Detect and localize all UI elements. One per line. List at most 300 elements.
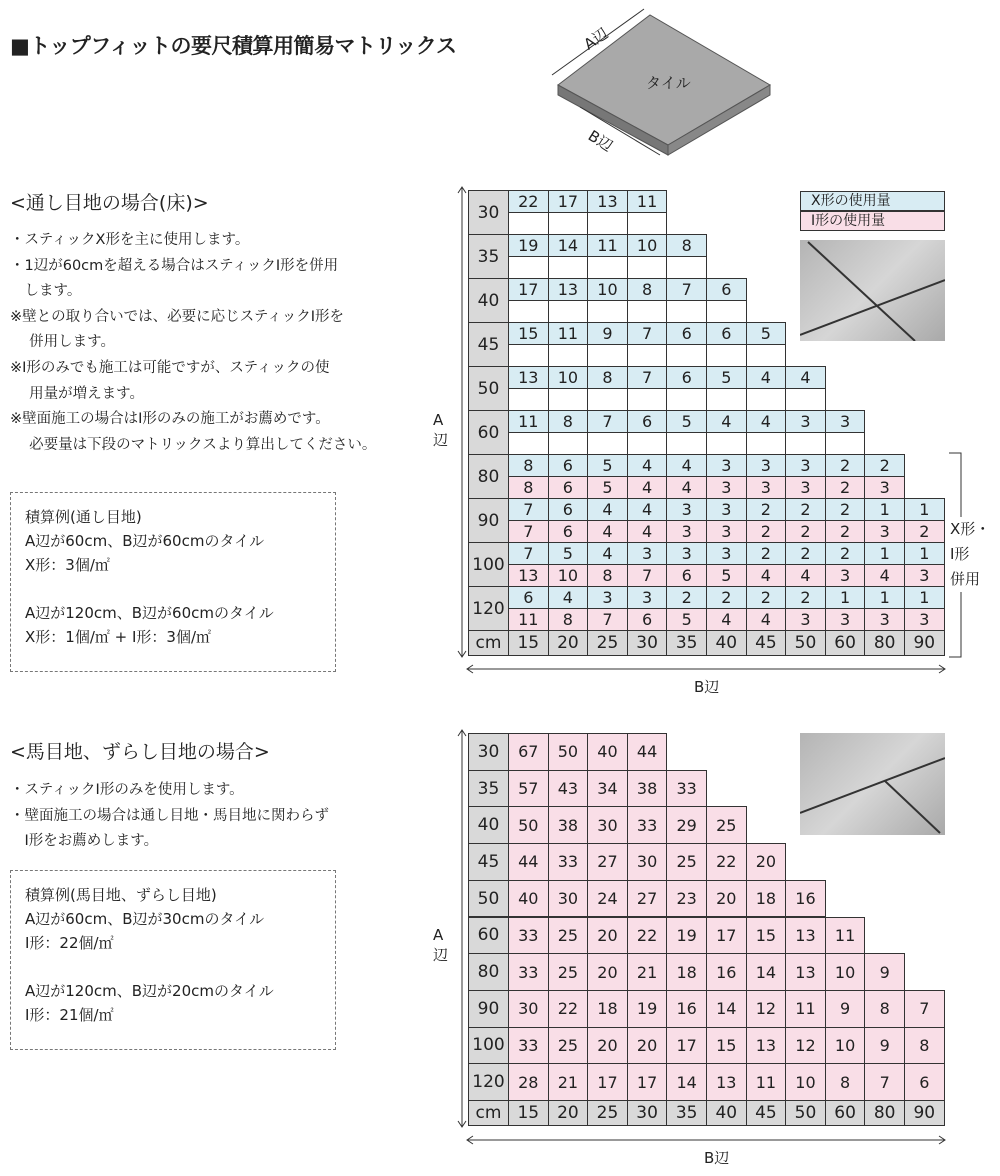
empty-cell	[508, 432, 549, 455]
empty-cell	[627, 432, 668, 455]
x-usage-cell: 8	[587, 366, 628, 389]
x-usage-cell: 7	[508, 542, 549, 565]
i-usage-cell: 17	[706, 917, 747, 955]
x-usage-cell: 5	[706, 366, 747, 389]
x-usage-cell: 2	[746, 498, 787, 521]
row-header-a: 50	[468, 880, 509, 918]
row-header-a: 35	[468, 770, 509, 808]
i-usage-cell: 19	[627, 990, 668, 1028]
page-title: ■トップフィットの要尺積算用簡易マトリックス	[10, 34, 457, 58]
example-line	[25, 577, 321, 601]
col-header-b: 25	[587, 1100, 628, 1126]
i-usage-cell: 33	[548, 843, 589, 881]
i-usage-cell: 6	[627, 608, 668, 631]
x-usage-cell: 8	[508, 454, 549, 477]
i-usage-cell: 8	[904, 1027, 945, 1065]
col-header-b: 50	[785, 630, 826, 656]
x-usage-cell: 3	[627, 586, 668, 609]
b-side-label: B辺	[584, 126, 616, 156]
empty-cell	[587, 388, 628, 411]
i-usage-cell: 6	[548, 476, 589, 499]
i-usage-cell: 3	[706, 476, 747, 499]
i-usage-cell: 8	[825, 1063, 866, 1101]
i-usage-cell: 3	[904, 564, 945, 587]
col-header-b: 80	[864, 1100, 905, 1126]
x-usage-cell: 6	[666, 366, 707, 389]
row-header-a: 60	[468, 917, 509, 955]
i-usage-cell: 20	[587, 953, 628, 991]
row-header-a: 35	[468, 234, 509, 279]
note-line: ※壁との取り合いでは、必要に応じスティックI形を	[10, 308, 344, 325]
example-line: X形：1個/㎡ + I形：3個/㎡	[25, 628, 211, 646]
empty-cell	[627, 300, 668, 323]
example-line: I形：22個/㎡	[25, 934, 114, 952]
example-line: 積算例(通し目地)	[25, 508, 142, 526]
example-line: A辺が120cm、B辺が20cmのタイル	[25, 982, 274, 1000]
x-usage-cell: 19	[508, 234, 549, 257]
x-usage-cell: 14	[548, 234, 589, 257]
row-header-a: 30	[468, 733, 509, 771]
x-usage-cell: 8	[548, 410, 589, 433]
example-line: X形：3個/㎡	[25, 556, 110, 574]
i-usage-cell: 33	[508, 953, 549, 991]
x-usage-cell: 1	[825, 586, 866, 609]
i-usage-cell: 44	[627, 733, 668, 771]
empty-cell	[627, 212, 668, 235]
i-usage-cell: 22	[548, 990, 589, 1028]
x-usage-cell: 13	[587, 190, 628, 213]
row-header-a: 40	[468, 278, 509, 323]
i-usage-cell: 43	[548, 770, 589, 808]
x-usage-cell: 2	[746, 586, 787, 609]
i-usage-cell: 4	[627, 476, 668, 499]
x-usage-cell: 3	[746, 454, 787, 477]
x-usage-cell: 3	[706, 542, 747, 565]
i-usage-cell: 10	[548, 564, 589, 587]
unit-header: cm	[468, 630, 509, 656]
col-header-b: 20	[548, 1100, 589, 1126]
i-usage-cell: 4	[666, 476, 707, 499]
bracket-label-line: I形	[950, 545, 970, 563]
i-stick-photo	[800, 733, 945, 835]
i-usage-cell: 22	[706, 843, 747, 881]
empty-cell	[706, 300, 747, 323]
col-header-b: 60	[825, 630, 866, 656]
i-usage-cell: 20	[627, 1027, 668, 1065]
x-usage-cell: 5	[746, 322, 787, 345]
note-line: 併用します。	[10, 334, 115, 351]
empty-cell	[508, 256, 549, 279]
i-usage-cell: 19	[666, 917, 707, 955]
x-usage-cell: 3	[666, 542, 707, 565]
i-usage-cell: 3	[785, 476, 826, 499]
example-line: 積算例(馬目地、ずらし目地)	[25, 886, 217, 904]
empty-cell	[706, 432, 747, 455]
empty-cell	[508, 212, 549, 235]
i-usage-cell: 7	[627, 564, 668, 587]
x-usage-cell: 3	[666, 498, 707, 521]
i-usage-cell: 4	[785, 564, 826, 587]
x-usage-cell: 9	[587, 322, 628, 345]
x-usage-cell: 4	[627, 454, 668, 477]
col-header-b: 25	[587, 630, 628, 656]
x-usage-cell: 3	[825, 410, 866, 433]
empty-cell	[666, 344, 707, 367]
row-header-a: 45	[468, 843, 509, 881]
empty-cell	[548, 344, 589, 367]
col-header-b: 15	[508, 630, 549, 656]
note-line: 用量が増えます。	[10, 385, 144, 402]
i-usage-cell: 3	[825, 608, 866, 631]
x-usage-cell: 1	[864, 542, 905, 565]
x-usage-cell: 2	[825, 454, 866, 477]
note-line: ※壁面施工の場合はI形のみの施工がお薦めです。	[10, 411, 330, 428]
empty-cell	[706, 344, 747, 367]
i-usage-cell: 50	[508, 806, 549, 844]
i-usage-cell: 21	[627, 953, 668, 991]
i-usage-cell: 13	[706, 1063, 747, 1101]
i-usage-cell: 13	[785, 953, 826, 991]
i-usage-cell: 30	[508, 990, 549, 1028]
x-usage-cell: 4	[548, 586, 589, 609]
i-usage-cell: 6	[904, 1063, 945, 1101]
i-usage-cell: 8	[864, 990, 905, 1028]
x-usage-cell: 6	[548, 454, 589, 477]
x-usage-cell: 7	[666, 278, 707, 301]
i-usage-cell: 3	[825, 564, 866, 587]
empty-cell	[627, 388, 668, 411]
i-usage-cell: 11	[746, 1063, 787, 1101]
col-header-b: 40	[706, 630, 747, 656]
x-usage-cell: 3	[587, 586, 628, 609]
x-usage-cell: 3	[785, 410, 826, 433]
i-usage-cell: 17	[666, 1027, 707, 1065]
x-usage-cell: 10	[587, 278, 628, 301]
i-usage-cell: 44	[508, 843, 549, 881]
empty-cell	[587, 300, 628, 323]
i-usage-cell: 10	[825, 953, 866, 991]
x-usage-cell: 7	[627, 322, 668, 345]
i-usage-cell: 20	[746, 843, 787, 881]
section2-heading: <馬目地、ずらし目地の場合>	[10, 741, 270, 763]
bracket-label-line: 併用	[950, 570, 981, 588]
row-header-a: 120	[468, 1063, 509, 1101]
empty-cell	[508, 388, 549, 411]
example-line: A辺が60cm、B辺が30cmのタイル	[25, 910, 265, 928]
x-usage-cell: 10	[548, 366, 589, 389]
col-header-b: 20	[548, 630, 589, 656]
note-line: ・1辺が60cmを超える場合はスティックI形を併用	[10, 257, 339, 274]
x-usage-cell: 3	[627, 542, 668, 565]
note-line: I形をお薦めします。	[10, 833, 159, 850]
empty-cell	[548, 388, 589, 411]
i-usage-cell: 6	[548, 520, 589, 543]
i-usage-cell: 33	[627, 806, 668, 844]
i-usage-cell: 33	[666, 770, 707, 808]
a-side-label: A辺	[580, 24, 612, 54]
i-usage-cell: 50	[548, 733, 589, 771]
i-usage-cell: 8	[548, 608, 589, 631]
x-usage-cell: 6	[706, 278, 747, 301]
i-usage-cell: 30	[627, 843, 668, 881]
i-usage-cell: 14	[746, 953, 787, 991]
i-usage-cell: 7	[587, 608, 628, 631]
x-usage-cell: 7	[587, 410, 628, 433]
i-usage-cell: 24	[587, 880, 628, 918]
i-usage-cell: 14	[706, 990, 747, 1028]
col-header-b: 45	[746, 630, 787, 656]
col-header-b: 35	[666, 630, 707, 656]
i-usage-cell: 25	[548, 1027, 589, 1065]
section1-notes	[10, 228, 376, 458]
col-header-b: 40	[706, 1100, 747, 1126]
i-usage-cell: 25	[548, 917, 589, 955]
i-usage-cell: 4	[587, 520, 628, 543]
i-usage-cell: 4	[746, 608, 787, 631]
x-usage-cell: 1	[904, 586, 945, 609]
note-line: ・スティックI形のみを使用します。	[10, 782, 244, 798]
i-usage-cell: 11	[508, 608, 549, 631]
x-usage-cell: 8	[627, 278, 668, 301]
x-usage-cell: 2	[785, 542, 826, 565]
x-usage-cell: 4	[587, 498, 628, 521]
i-usage-cell: 6	[666, 564, 707, 587]
i-usage-cell: 9	[864, 1027, 905, 1065]
note-line: ・壁面施工の場合は通し目地・馬目地に関わらず	[10, 807, 329, 824]
x-usage-cell: 7	[627, 366, 668, 389]
x-usage-cell: 3	[785, 454, 826, 477]
row-header-a: 60	[468, 410, 509, 455]
i-usage-cell: 33	[508, 917, 549, 955]
section2-example-box	[10, 870, 336, 1050]
row-header-a: 80	[468, 953, 509, 991]
legend	[800, 191, 945, 231]
legend-i: I形の使用量	[800, 211, 945, 231]
i-usage-cell: 13	[508, 564, 549, 587]
empty-cell	[587, 432, 628, 455]
empty-cell	[666, 300, 707, 323]
x-usage-cell: 13	[548, 278, 589, 301]
unit-header: cm	[468, 1100, 509, 1126]
example-line: A辺が120cm、B辺が60cmのタイル	[25, 604, 274, 622]
empty-cell	[587, 344, 628, 367]
i-usage-cell: 7	[508, 520, 549, 543]
i-usage-cell: 3	[864, 608, 905, 631]
i-usage-cell: 16	[706, 953, 747, 991]
i-usage-cell: 4	[864, 564, 905, 587]
i-usage-cell: 14	[666, 1063, 707, 1101]
x-usage-cell: 2	[785, 498, 826, 521]
x-usage-cell: 4	[785, 366, 826, 389]
i-usage-cell: 13	[746, 1027, 787, 1065]
note-line: します。	[10, 283, 82, 300]
empty-cell	[508, 300, 549, 323]
i-usage-cell: 12	[746, 990, 787, 1028]
x-usage-cell: 2	[666, 586, 707, 609]
x-usage-cell: 2	[825, 498, 866, 521]
example-line	[25, 955, 321, 979]
x-usage-cell: 15	[508, 322, 549, 345]
i-usage-cell: 4	[706, 608, 747, 631]
empty-cell	[746, 344, 787, 367]
x-usage-cell: 6	[627, 410, 668, 433]
note-line: ※I形のみでも施工は可能ですが、スティックの使	[10, 359, 330, 376]
section1-example-box	[10, 492, 336, 672]
row-header-a: 90	[468, 990, 509, 1028]
col-header-b: 15	[508, 1100, 549, 1126]
i-usage-cell: 15	[706, 1027, 747, 1065]
empty-cell	[508, 344, 549, 367]
x-usage-cell: 4	[746, 366, 787, 389]
i-usage-cell: 8	[508, 476, 549, 499]
i-usage-cell: 11	[785, 990, 826, 1028]
row-header-a: 80	[468, 454, 509, 499]
empty-cell	[666, 432, 707, 455]
i-usage-cell: 3	[785, 608, 826, 631]
i-usage-cell: 20	[706, 880, 747, 918]
x-usage-cell: 11	[627, 190, 668, 213]
a-axis-label-2: A辺	[433, 926, 449, 964]
empty-cell	[548, 432, 589, 455]
x-usage-cell: 2	[785, 586, 826, 609]
i-usage-cell: 17	[587, 1063, 628, 1101]
x-usage-cell: 5	[666, 410, 707, 433]
i-usage-cell: 7	[864, 1063, 905, 1101]
x-usage-cell: 4	[746, 410, 787, 433]
row-header-a: 40	[468, 806, 509, 844]
i-usage-cell: 12	[785, 1027, 826, 1065]
i-usage-cell: 3	[904, 608, 945, 631]
x-usage-cell: 2	[706, 586, 747, 609]
i-usage-cell: 2	[825, 476, 866, 499]
i-usage-cell: 25	[548, 953, 589, 991]
i-usage-cell: 21	[548, 1063, 589, 1101]
col-header-b: 90	[904, 630, 945, 656]
empty-cell	[706, 388, 747, 411]
x-stick-photo	[800, 240, 945, 341]
x-usage-cell: 4	[666, 454, 707, 477]
i-usage-cell: 3	[706, 520, 747, 543]
x-usage-cell: 6	[548, 498, 589, 521]
i-usage-cell: 3	[666, 520, 707, 543]
row-header-a: 100	[468, 542, 509, 587]
empty-cell	[666, 256, 707, 279]
x-usage-cell: 6	[706, 322, 747, 345]
x-usage-cell: 4	[587, 542, 628, 565]
x-usage-cell: 1	[904, 542, 945, 565]
i-usage-cell: 13	[785, 917, 826, 955]
i-usage-cell: 30	[548, 880, 589, 918]
note-line: 必要量は下段のマトリックスより算出してください。	[10, 436, 377, 453]
x-usage-cell: 8	[666, 234, 707, 257]
x-usage-cell: 4	[627, 498, 668, 521]
x-usage-cell: 5	[548, 542, 589, 565]
i-usage-cell: 34	[587, 770, 628, 808]
x-usage-cell: 7	[508, 498, 549, 521]
example-line: I形：21個/㎡	[25, 1006, 114, 1024]
i-usage-cell: 3	[864, 476, 905, 499]
b-axis-label-2: B辺	[704, 1149, 730, 1167]
note-line: ・スティックX形を主に使用します。	[10, 232, 250, 248]
i-usage-cell: 27	[627, 880, 668, 918]
empty-cell	[548, 256, 589, 279]
i-usage-cell: 9	[864, 953, 905, 991]
i-usage-cell: 15	[746, 917, 787, 955]
row-header-a: 45	[468, 322, 509, 367]
i-usage-cell: 33	[508, 1027, 549, 1065]
i-usage-cell: 40	[508, 880, 549, 918]
i-usage-cell: 16	[666, 990, 707, 1028]
b-axis-label: B辺	[694, 678, 720, 696]
legend-x: X形の使用量	[800, 191, 945, 211]
empty-cell	[825, 432, 866, 455]
x-usage-cell: 6	[666, 322, 707, 345]
empty-cell	[587, 212, 628, 235]
col-header-b: 80	[864, 630, 905, 656]
x-usage-cell: 2	[864, 454, 905, 477]
empty-cell	[785, 388, 826, 411]
row-header-a: 120	[468, 586, 509, 631]
x-usage-cell: 10	[627, 234, 668, 257]
i-usage-cell: 30	[587, 806, 628, 844]
empty-cell	[548, 300, 589, 323]
i-usage-cell: 18	[587, 990, 628, 1028]
i-usage-cell: 67	[508, 733, 549, 771]
i-usage-cell: 4	[627, 520, 668, 543]
row-header-a: 30	[468, 190, 509, 235]
x-usage-cell: 2	[825, 542, 866, 565]
row-header-a: 50	[468, 366, 509, 411]
row-header-a: 90	[468, 498, 509, 543]
x-usage-cell: 11	[508, 410, 549, 433]
i-usage-cell: 5	[587, 476, 628, 499]
col-header-b: 35	[666, 1100, 707, 1126]
b-axis-arrow	[465, 662, 947, 676]
col-header-b: 60	[825, 1100, 866, 1126]
x-usage-cell: 3	[706, 498, 747, 521]
i-usage-cell: 10	[785, 1063, 826, 1101]
i-usage-cell: 8	[587, 564, 628, 587]
i-usage-cell: 4	[746, 564, 787, 587]
x-usage-cell: 2	[746, 542, 787, 565]
i-usage-cell: 5	[666, 608, 707, 631]
i-usage-cell: 27	[587, 843, 628, 881]
i-usage-cell: 23	[666, 880, 707, 918]
empty-cell	[746, 388, 787, 411]
x-usage-cell: 1	[864, 586, 905, 609]
col-header-b: 30	[627, 630, 668, 656]
i-usage-cell: 16	[785, 880, 826, 918]
i-usage-cell: 2	[825, 520, 866, 543]
x-usage-cell: 4	[706, 410, 747, 433]
empty-cell	[587, 256, 628, 279]
col-header-b: 30	[627, 1100, 668, 1126]
i-usage-cell: 11	[825, 917, 866, 955]
x-usage-cell: 13	[508, 366, 549, 389]
i-usage-cell: 20	[587, 1027, 628, 1065]
i-usage-cell: 2	[904, 520, 945, 543]
i-usage-cell: 25	[706, 806, 747, 844]
section2-notes	[10, 778, 329, 855]
i-usage-cell: 38	[548, 806, 589, 844]
x-usage-cell: 22	[508, 190, 549, 213]
x-usage-cell: 5	[587, 454, 628, 477]
empty-cell	[548, 212, 589, 235]
x-usage-cell: 3	[706, 454, 747, 477]
i-usage-cell: 3	[746, 476, 787, 499]
i-usage-cell: 29	[666, 806, 707, 844]
i-usage-cell: 20	[587, 917, 628, 955]
